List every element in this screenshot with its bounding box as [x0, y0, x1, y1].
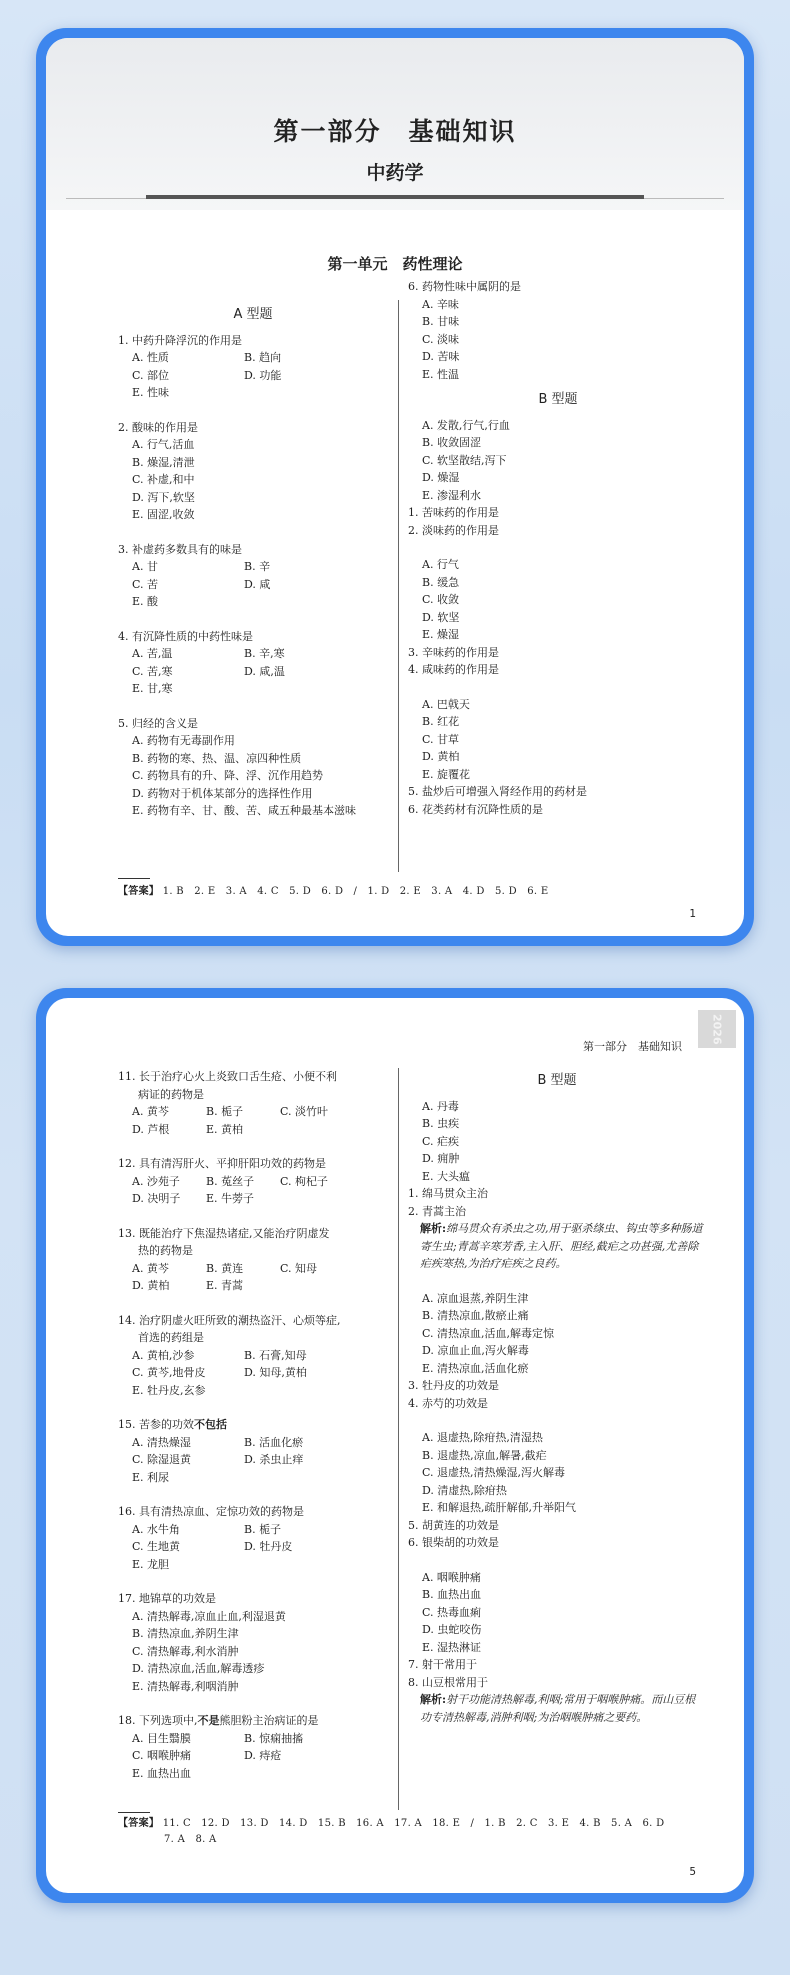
question: 4. 有沉降性质的中药性味是 A. 苦,温 B. 辛,寒 C. 苦,寒 D. 咸,温 E. 甘,寒: [118, 629, 285, 695]
option-group: A. 凉血退蒸,养阴生津 B. 清热凉血,散瘀止痛 C. 清热凉血,活血,解毒定惊 D. 凉血止血,泻火解毒 E. 清热凉血,活血化瘀: [422, 1291, 555, 1375]
left-column: [118, 1068, 392, 1782]
unit-title: 第一单元 药性理论: [327, 255, 463, 273]
question: 13. 既能治疗下焦湿热诸症,又能治疗阴虚发 热的药物是 A. 黄芩 B. 黄连 C. 知母 D. 黄柏 E. 青蒿: [118, 1226, 330, 1292]
option-group: A. 退虚热,除疳热,清湿热 B. 退虚热,凉血,解暑,截疟 C. 退虚热,清热燥湿,泻火解毒 D. 清虚热,除疳热 E. 和解退热,疏肝解郁,升举阳气: [422, 1431, 577, 1514]
answer-rule: [118, 1812, 150, 1813]
analysis-note: 解析:绵马贯众有杀虫之功,用于驱杀绦虫、钩虫等多种肠道寄生虫;青蒿辛寒芳香,主入肝、胆经,截疟之功甚强,尤善除疟疾寒热,为治疗疟疾之良药。: [420, 1222, 703, 1270]
section-heading: A 型题: [233, 307, 273, 322]
document-page-1: [46, 38, 744, 936]
divider-thick: [146, 195, 644, 199]
question: 18. 下列选项中,不是熊胆粉主治病证的是 A. 目生翳膜 B. 惊痫抽搐 C. 咽喉肿痛 D. 痔疮 E. 血热出血: [118, 1714, 319, 1780]
page-number: 1: [689, 908, 696, 920]
subject-title: 中药学: [366, 162, 424, 184]
section-heading: B 型题: [537, 1073, 577, 1088]
question: 2. 酸味的作用是 A. 行气,活血 B. 燥湿,清泄 C. 补虚,和中 D. 泻下,软坚 E. 固涩,收敛: [118, 420, 198, 521]
question: 1. 中药升降浮沉的作用是 A. 性质 B. 趋向 C. 部位 D. 功能 E. 性味: [118, 333, 282, 399]
question: 3. 补虚药多数具有的味是 A. 甘 B. 辛 C. 苦 D. 咸 E. 酸: [118, 542, 271, 608]
option-group: A. 咽喉肿痛 B. 血热出血 C. 热毒血痢 D. 虫蛇咬伤 E. 湿热淋证: [422, 1570, 482, 1654]
question: 6. 药物性味中属阴的是 A. 辛味 B. 甘味 C. 淡味 D. 苦味 E. 性温: [408, 280, 521, 381]
page-card-1: [36, 28, 754, 946]
question: 11. 长于治疗心火上炎致口舌生疮、小便不利 病证的药物是 A. 黄芩 B. 栀子 C. 淡竹叶 D. 芦根 E. 黄柏: [118, 1070, 337, 1136]
answer-key: 【答案】 1. B 2. E 3. A 4. C 5. D 6. D / 1. D 2. E 3. A 4. D 5. D 6. E: [118, 886, 549, 897]
left-column: [118, 300, 388, 820]
question: 5. 归经的含义是 A. 药物有无毒副作用 B. 药物的寒、热、温、凉四种性质 C. 药物具有的升、降、浮、沉作用趋势 D. 药物对于机体某部分的选择性作用 E. 药物有辛、甘、酸、苦、咸五种最基本滋味: [118, 716, 357, 817]
question: 16. 具有清热凉血、定惊功效的药物是 A. 水牛角 B. 栀子 C. 生地黄 D. 牡丹皮 E. 龙胆: [118, 1505, 304, 1571]
option-group: A. 行气 B. 缓急 C. 收敛 D. 软坚 E. 燥湿: [422, 558, 460, 641]
option-group: A. 发散,行气,行血 B. 收敛固涩 C. 软坚散结,泻下 D. 燥湿 E. 渗湿利水: [422, 418, 510, 502]
section-heading: B 型题: [538, 392, 578, 407]
option-group: A. 丹毒 B. 虫疾 C. 疟疾 D. 痈肿 E. 大头瘟: [422, 1099, 471, 1183]
right-column: 6. 药物性味中属阴的是 A. 辛味 B. 甘味 C. 淡味 D. 苦味 E. 性温 B 型题 A. 发散,行气,行血 B. 收敛固涩 C. 软坚散结,泻下 D. 燥湿 E. 渗湿利水 1. 苦味药的作用是 2. 淡味药的作用是 A. 行气 B. 缓急 C. 收敛 D. 软坚 E. 燥湿 3. 辛味药的作用是 4. 咸味药的作用是 A. 巴戟天 B. 红花 C. 甘草 D. 黄柏 E. 旋覆花 5. 盐炒后可增强入肾经作用的药材是 6. 花类药材有沉降性质的是: [408, 278, 708, 818]
part-title: 第一部分 基础知识: [273, 117, 517, 146]
answer-rule: [118, 878, 150, 879]
question: 14. 治疗阴虚火旺所致的潮热盗汗、心烦等症, 首选的药组是 A. 黄柏,沙参 B. 石膏,知母 C. 黄芩,地骨皮 D. 知母,黄柏 E. 牡丹皮,玄参: [118, 1313, 341, 1397]
option-group: A. 巴戟天 B. 红花 C. 甘草 D. 黄柏 E. 旋覆花: [422, 697, 471, 781]
year-tab: 2026: [698, 1010, 736, 1048]
column-divider: [398, 300, 399, 872]
running-head: 第一部分 基础知识: [583, 1040, 682, 1053]
answer-key: 【答案】 11. C 12. D 13. D 14. D 15. B 16. A 17. A 18. E / 1. B 2. C 3. E 4. B 5. A 6. D 7. A 8. A: [118, 1818, 665, 1845]
question: 12. 具有清泻肝火、平抑肝阳功效的药物是 A. 沙苑子 B. 菟丝子 C. 枸杞子 D. 决明子 E. 牛蒡子: [118, 1157, 329, 1205]
document-page-2: [46, 998, 744, 1893]
question: 15. 苦参的功效不包括 A. 清热燥湿 B. 活血化瘀 C. 除湿退黄 D. 杀虫止痒 E. 利尿: [118, 1418, 304, 1484]
column-divider: [398, 1068, 399, 1810]
analysis-note: 解析:射干功能清热解毒,利咽;常用于咽喉肿痛。而山豆根功专清热解毒,消肿利咽;为治咽喉肿痛之要药。: [420, 1693, 696, 1724]
page-card-2: [36, 988, 754, 1903]
page-number: 5: [689, 1866, 696, 1878]
right-column: B 型题 A. 丹毒 B. 虫疾 C. 疟疾 D. 痈肿 E. 大头瘟 1. 绵马贯众主治 2. 青蒿主治 解析:绵马贯众有杀虫之功,用于驱杀绦虫、钩虫等多种肠道寄生虫;青蒿辛寒芳香,主入肝、胆经,截疟之功甚强,尤善除疟疾寒热,为治疗疟疾之良药。 A. 凉血退蒸,养阴生津 B. 清热凉血,散瘀止痛 C. 清热凉血,活血,解毒定惊 D. 凉血止血,泻火解毒 E. 清热凉血,活血化瘀 3. 牡丹皮的功效是 4. 赤芍的功效是 A. 退虚热,除疳热,清湿热 B. 退虚热,凉血,解暑,截疟 C. 退虚热,清热燥湿,泻火解毒 D. 清虚热,除疳热 E. 和解退热,疏肝解郁,升举阳气 5. 胡黄连的功效是 6. 银柴胡的功效是 A. 咽喉肿痛 B. 血热出血 C. 热毒血痢 D. 虫蛇咬伤 E. 湿热淋证 7. 射干常用于 8. 山豆根常用于 解析:射干功能清热解毒,利咽;常用于咽喉肿痛。而山豆根功专清热解毒,消肿利咽;为治咽喉肿痛之要药。: [408, 1068, 706, 1726]
question: 17. 地锦草的功效是 A. 清热解毒,凉血止血,利湿退黄 B. 清热凉血,养阴生津 C. 清热解毒,利水消肿 D. 清热凉血,活血,解毒透疹 E. 清热解毒,利咽消肿: [118, 1592, 286, 1693]
